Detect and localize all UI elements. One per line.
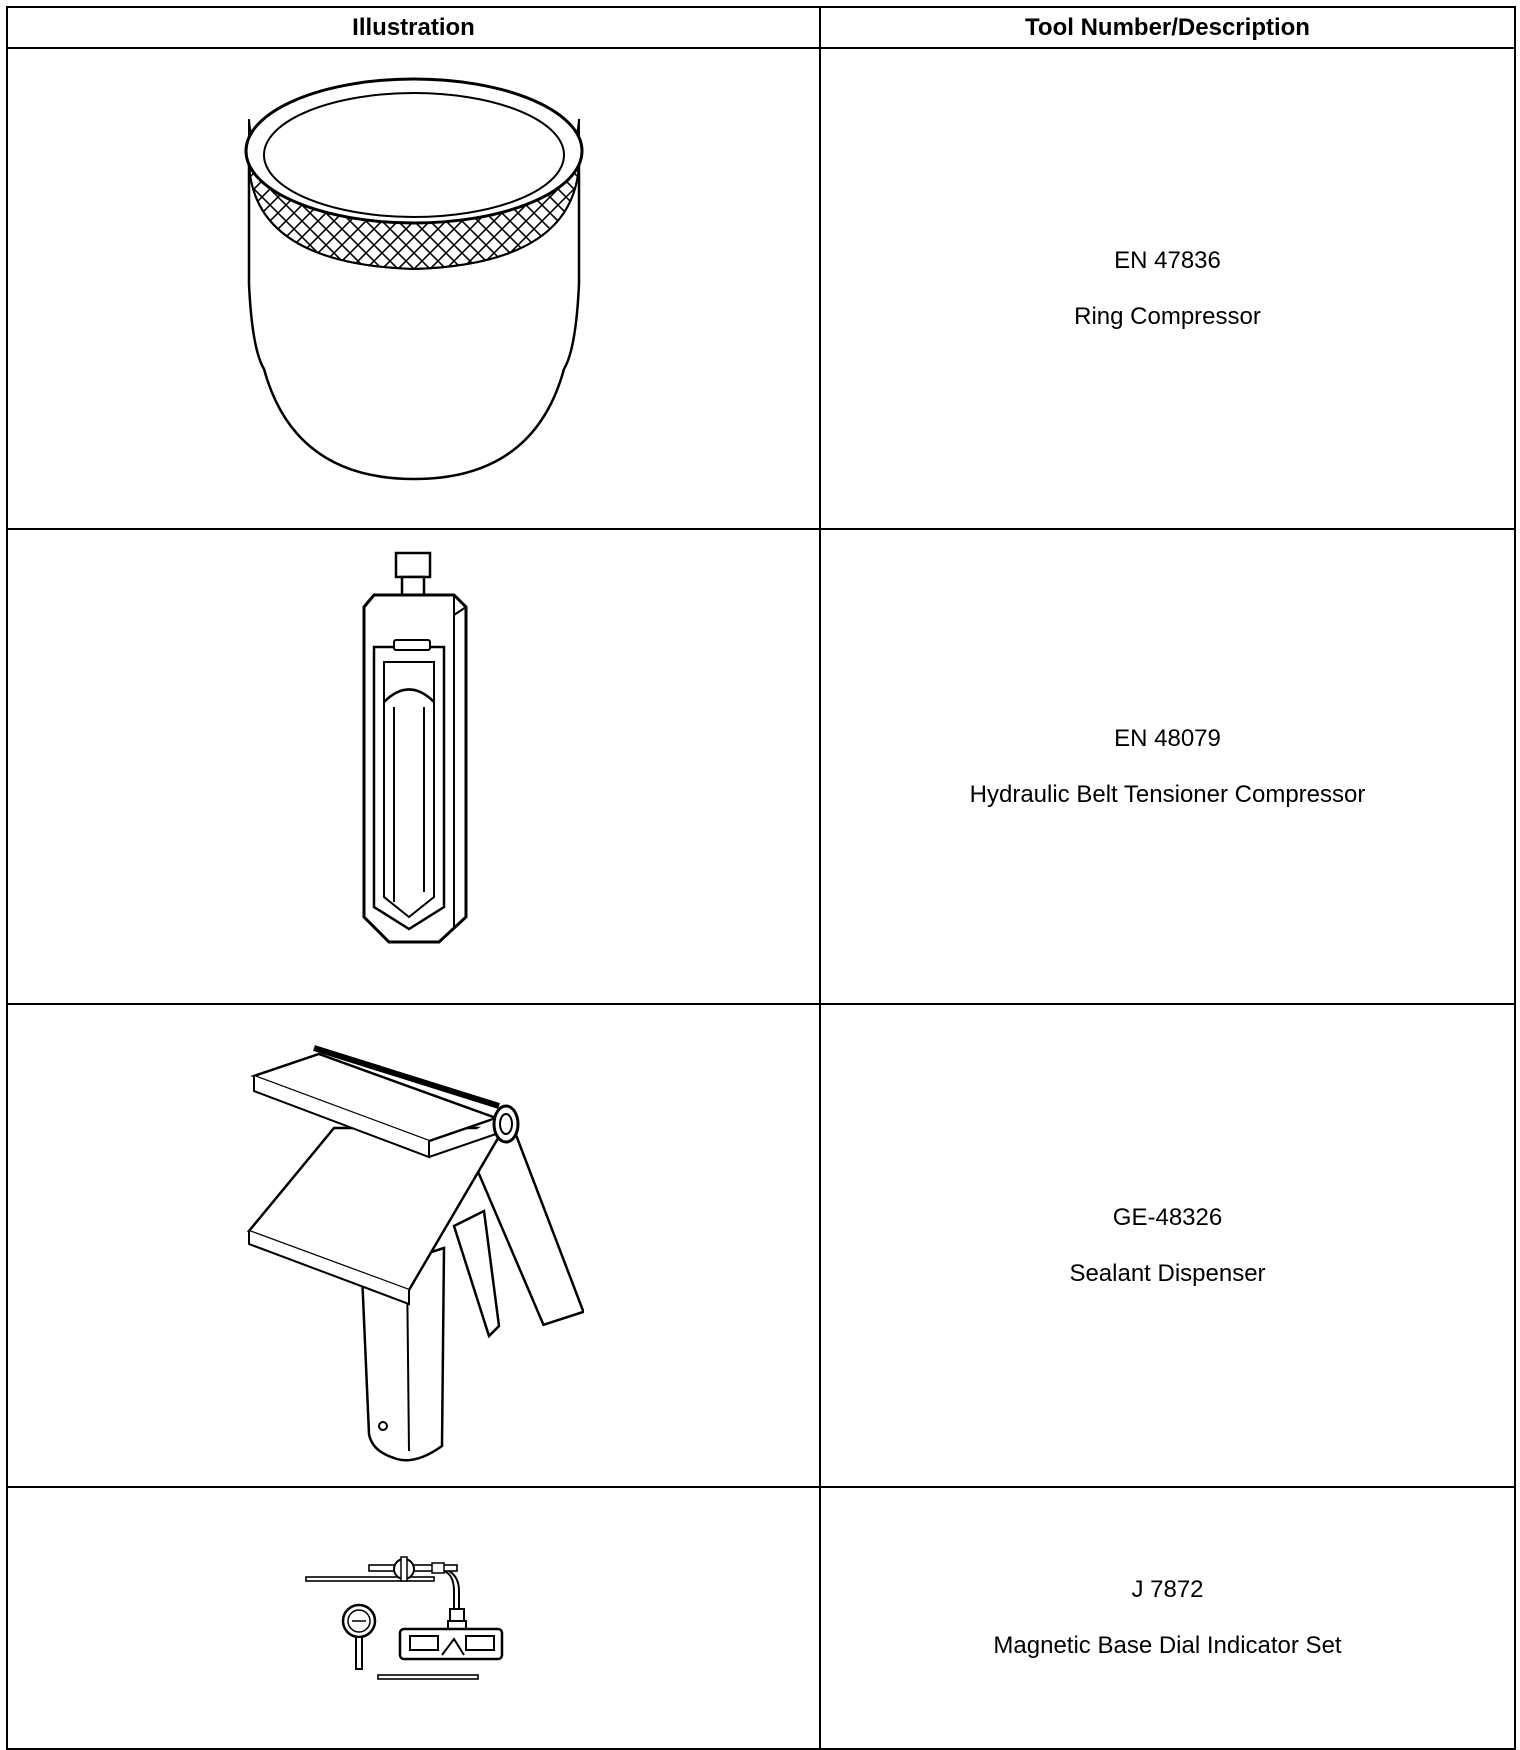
tool-description: Hydraulic Belt Tensioner Compressor (969, 780, 1366, 808)
tool-number: J 7872 (1131, 1576, 1204, 1603)
illustration-cell (7, 48, 820, 529)
description-cell (820, 1487, 1515, 1749)
header-row (7, 7, 1515, 48)
belt-tensioner-compressor-illustration (344, 547, 484, 987)
tool-number: EN 47836 (1114, 246, 1221, 274)
illustration-cell (7, 529, 820, 1004)
table-row (7, 529, 1515, 1004)
dial-indicator-set-illustration (304, 1543, 524, 1693)
tool-description: Ring Compressor (1074, 302, 1261, 330)
description-cell (820, 1004, 1515, 1487)
illustration-cell (7, 1004, 820, 1487)
tool-number: EN 48079 (1114, 724, 1221, 752)
header-illustration: Illustration (7, 7, 820, 48)
header-tool-description: Tool Number/Description (820, 7, 1515, 48)
description-cell (820, 48, 1515, 529)
table-row (7, 48, 1515, 529)
tool-description: Magnetic Base Dial Indicator Set (993, 1632, 1342, 1659)
ring-compressor-illustration (214, 69, 614, 509)
tool-description: Sealant Dispenser (1069, 1259, 1266, 1287)
table-row (7, 1487, 1515, 1749)
description-cell (820, 529, 1515, 1004)
sealant-dispenser-illustration (244, 1026, 584, 1466)
illustration-cell (7, 1487, 820, 1749)
table-row (7, 1004, 1515, 1487)
tools-table (6, 6, 1516, 1750)
tool-number: GE-48326 (1112, 1203, 1223, 1231)
